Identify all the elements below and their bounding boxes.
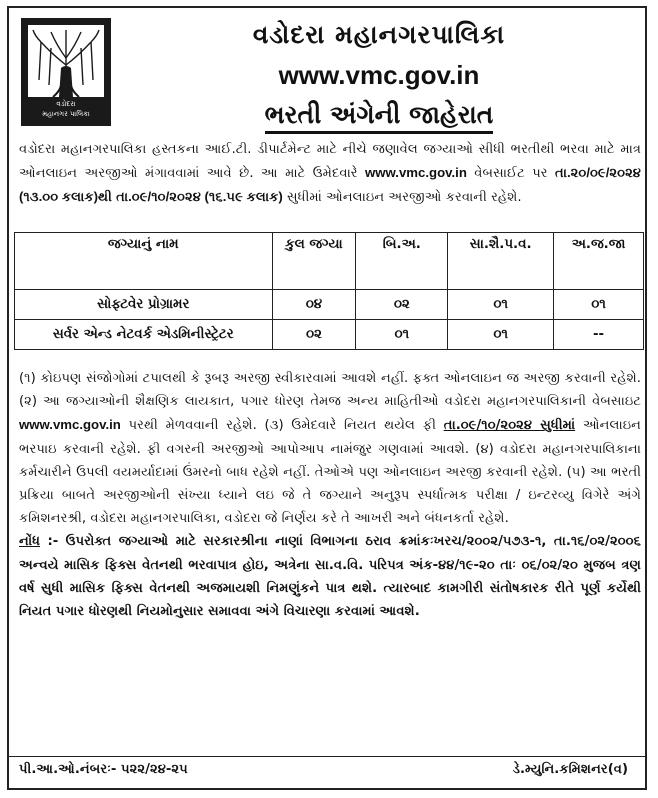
website-url: www.vmc.gov.in: [278, 60, 480, 90]
vmc-logo: [21, 18, 111, 126]
intro-paragraph: [19, 138, 641, 209]
cell-post-name: સર્વર એન્ડ નેટવર્ક એડમિનીસ્ટ્રેટર: [15, 320, 273, 350]
rules-website: www.vmc.gov.in: [19, 417, 121, 433]
signatory: ડે.મ્યુનિ.કમિશનર(વ): [512, 762, 628, 777]
table-row: [15, 320, 644, 350]
intro-text-3: સુધીમાં ઓનલાઇન અરજીઓ કરવાની રહેશે.: [282, 190, 522, 205]
cell-unreserved: ૦૨: [356, 290, 448, 320]
cell-sebc: ૦૧: [448, 320, 554, 350]
header-st: અ.જ.જા: [554, 233, 644, 290]
header-post-name: જગ્યાનું નામ: [15, 233, 273, 290]
table-row: [15, 290, 644, 320]
header: [9, 8, 645, 138]
intro-to-date: તા.૦૯/૧૦/૨૦૨૪ (૧૬.૫૯ કલાક): [116, 189, 283, 204]
posts-table: [14, 232, 644, 350]
rules-paragraph: [19, 367, 641, 623]
cell-sebc: ૦૧: [448, 290, 554, 320]
rules-text-2: પરથી મેળવવાની રહેશે. (૩) ઉમેદવારે નિયત થયેલ ફી: [120, 418, 444, 434]
cell-post-name: સોફ્ટવેર પ્રોગ્રામર: [15, 290, 273, 320]
header-total-posts: કુલ જગ્યા: [272, 233, 356, 290]
intro-website: www.vmc.gov.in: [365, 165, 467, 180]
organization-name: વડોદરા મહાનગરપાલિકા: [252, 20, 506, 49]
note-label: નોંધ: [19, 534, 41, 550]
header-sebc: સા.શૈ.પ.વ.: [448, 233, 554, 290]
fee-deadline: તા.૦૯/૧૦/૨૦૨૪ સુધીમાં: [443, 418, 576, 434]
logo-text-city: વડોદરા: [56, 100, 76, 108]
cell-st: ૦૧: [554, 290, 644, 320]
rules-text-1: (૧) કોઇપણ સંજોગોમાં ટપાલથી કે રૂબરૂ અરજી સ્વીકારવામાં આવશે નહીં. ફક્ત ઓનલાઇન જ અરજી કરવાની રહેશે. (૨) આ જગ્યાઓની શૈક્ષણિક લાયકાત, પગાર ધોરણ તેમજ અન્ય માહિતીઓ વડોદરા મહાનગરપાલિકાની વેબસાઇટ: [19, 371, 641, 410]
notice-title: [129, 100, 629, 130]
cell-total: ૦૨: [272, 320, 356, 350]
note-text: :- ઉપરોક્ત જગ્યાઓ માટે સરકારશ્રીના નાણાં વિભાગના ઠરાવ ક્રમાંકઃખરચ/૨૦૦૨/૫૭૩-૧, તા.૧૬/૦૨/૨૦૦૬ અન્વયે માસિક ફિક્સ વેતનથી ભરવાપાત્ર હોઇ, અત્રેના સા.વ.વિ. પરિપત્ર અંક-૪૪/૧૯-૨૦ તાઃ ૦૬/૦૨/૨૦ મુજબ ત્રણ વર્ષ સુધી માસિક ફિક્સ વેતનથી અજમાયશી નિમણુંકને પાત્ર થશે. ત્યારબાદ કામગીરી સંતોષકારક રીતે પૂર્ણ કર્યેથી નિયત પગાર ધોરણથી નિયમોનુસાર સમાવવા અંગે વિચારણા કરવામાં આવશે.: [19, 534, 641, 620]
cell-total: ૦૪: [272, 290, 356, 320]
notice-title-text: ભરતી અંગેની જાહેરાત: [265, 100, 494, 134]
cell-st: --: [554, 320, 644, 350]
cell-unreserved: ૦૧: [356, 320, 448, 350]
intro-from-date: તા.૨૦/૦૯/૨૦૨૪ (૧૩.૦૦ કલાક)થી: [19, 165, 641, 204]
intro-text-2: વેબસાઈટ પર: [466, 166, 555, 181]
logo-text-corporation: મહાનગર પાલિકા: [42, 110, 90, 118]
pro-number: પી.આ.ઓ.નંબરઃ- ૫૨૨/૨૪-૨૫: [19, 762, 188, 777]
rules-text-3: ઓનલાઇન ભરપાઇ કરવાની રહેશે. ફી વગરની અરજીઓ આપોઆપ નામંજુર ગણવામાં આવશે. (૪) વડોદરા મહાનગરપાલિકાના કર્મચારીને ઉપલી વયમર્યાદામાં ઉંમરનો બાધ રહેશે નહીં. તેઓએ પણ ઓનલાઇન અરજી કરવાની રહેશે. (૫) આ ભરતી પ્રક્રિયા બાબતે અરજીઓની સંખ્યા ધ્યાને લઇ જે તે જગ્યાને અનુરૂપ સ્પર્ધાત્મક પરીક્ષા / ઇન્ટરવ્યુ વિગેરે અંગે કમિશનરશ્રી, વડોદરા મહાનગરપાલિકા, વડોદરા જે નિર્ણય કરે તે આખરી અને બંધનકર્તા રહેશે.: [19, 418, 641, 527]
header-unreserved: બિ.અ.: [356, 233, 448, 290]
footer-divider: [9, 756, 645, 757]
table-header-row: [15, 233, 644, 290]
intro-text-1: વડોદરા મહાનગરપાલિકા હસ્તકના આઈ.ટી. ડીપાર્ટમેન્ટ માટે નીચે જણાવેલ જગ્યાઓ સીધી ભરતીથી ભરવા માટે માત્ર ઓનલાઇન અરજીઓ મંગાવવામાં આવે છે. આ માટે ઉમેદવારે: [19, 142, 641, 181]
